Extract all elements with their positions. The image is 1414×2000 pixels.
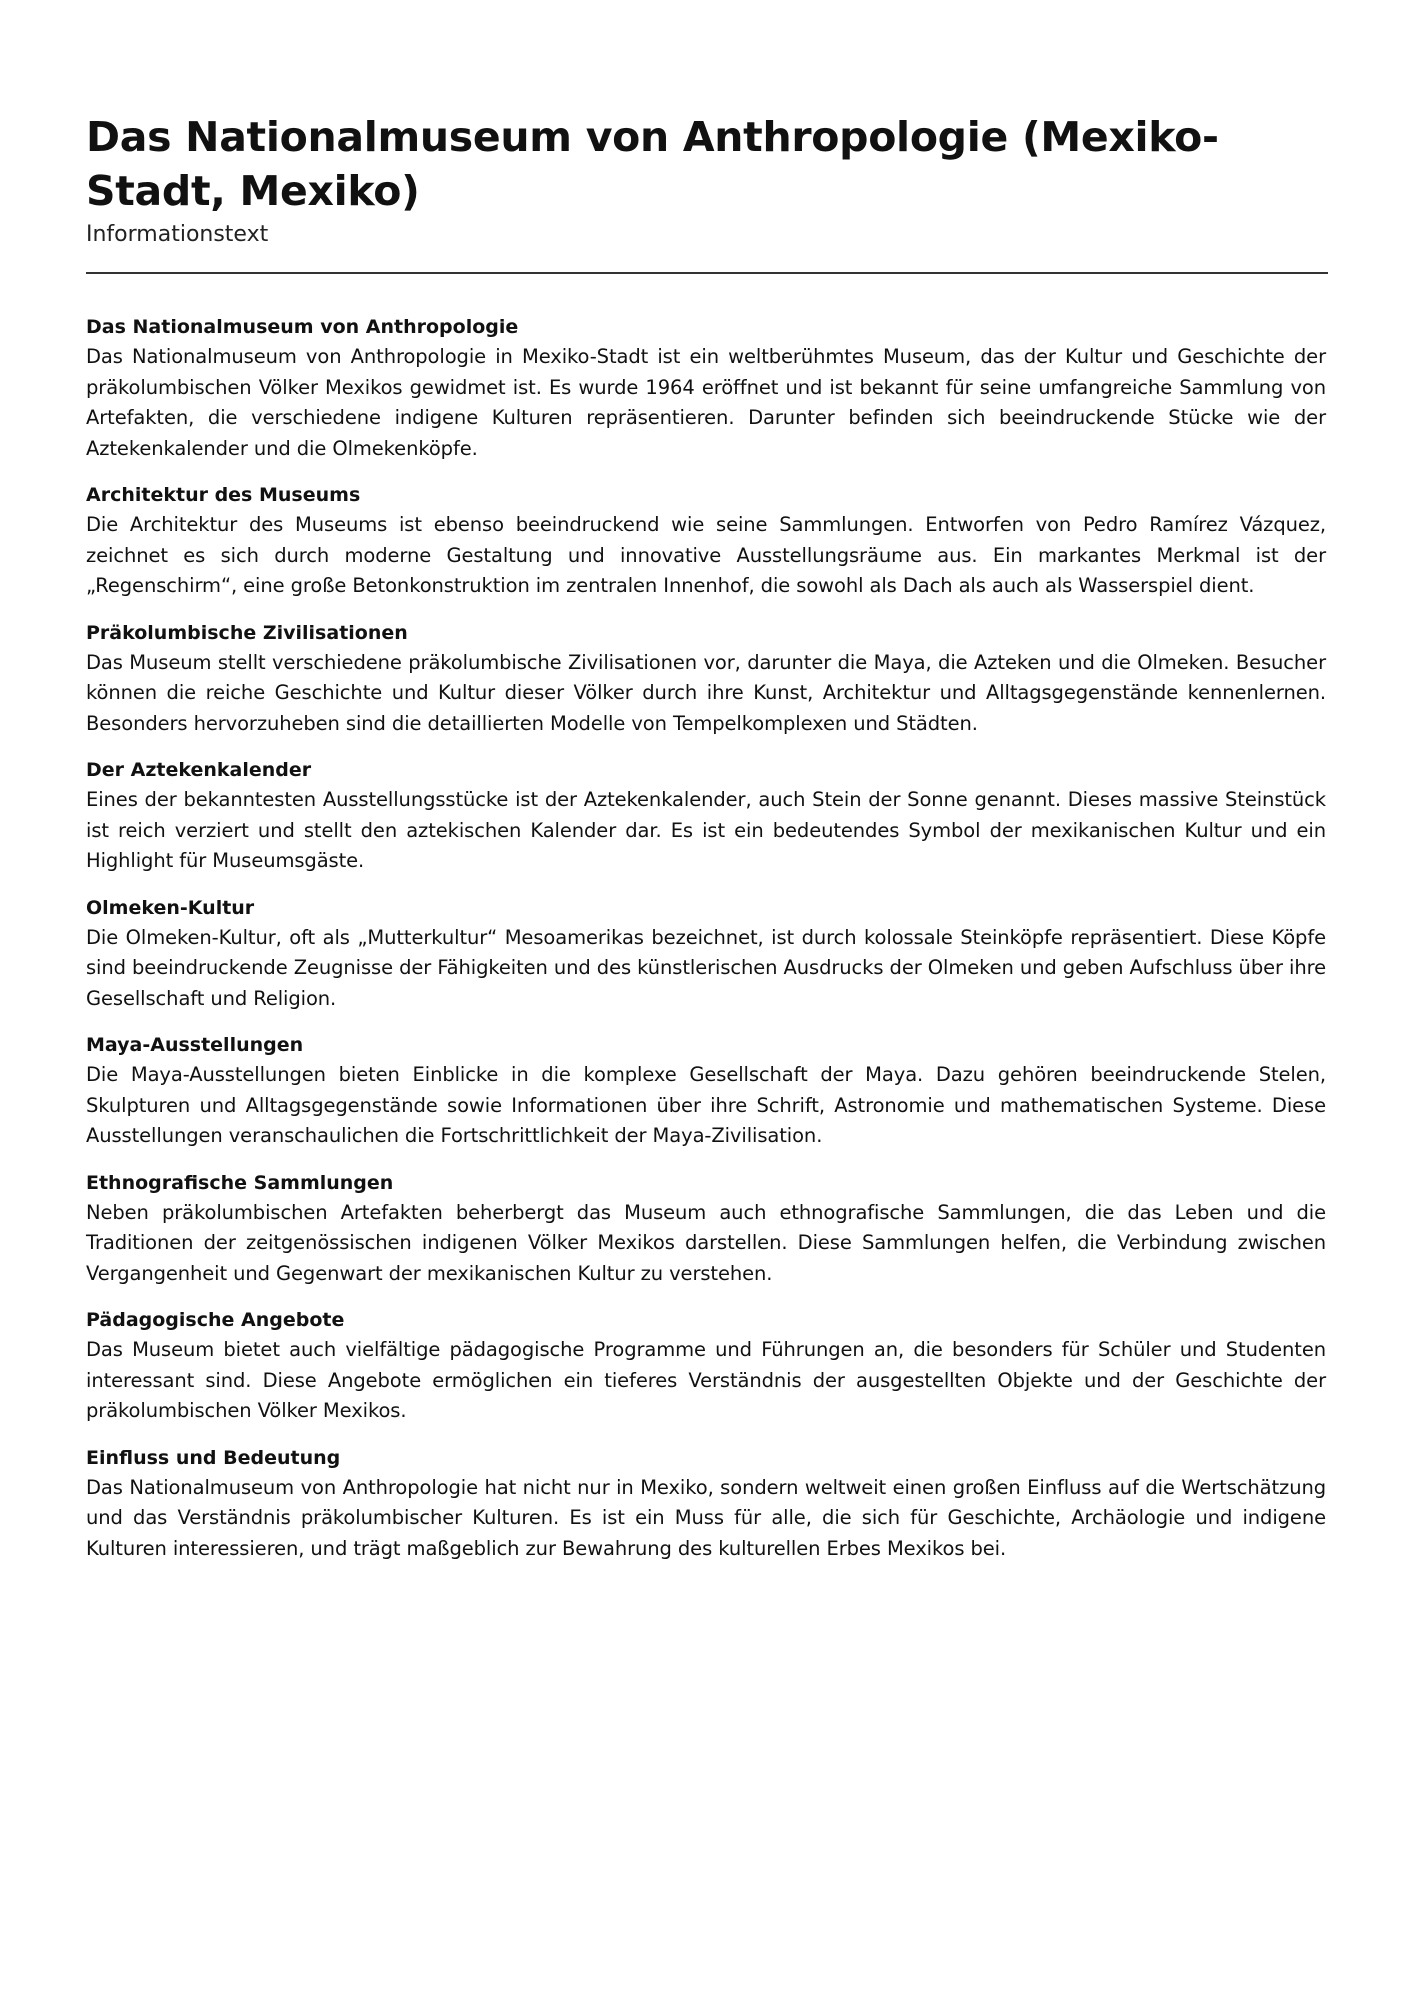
- document-content: [86, 312, 1326, 1564]
- section-body: Das Nationalmuseum von Anthropologie in Mexiko-Stadt ist ein weltberühmtes Museum, das der Kultur und Geschichte der präkolumbischen Völker Mexikos gewidmet ist. Es wurde 1964 eröffnet und ist bekannt für seine umfangreiche Sammlung von Artefakten, die verschiedene indigene Kulturen repräsentieren. Darunter befinden sich beeindruckende Stücke wie der Aztekenkalender und die Olmekenköpfe.: [86, 345, 1326, 460]
- section-aztec-calendar: [86, 755, 1326, 877]
- section-heading: Einfluss und Bedeutung: [86, 1446, 341, 1469]
- section-body: Die Architektur des Museums ist ebenso beeindruckend wie seine Sammlungen. Entworfen von Pedro Ramírez Vázquez, zeichnet es sich durch moderne Gestaltung und innovative Ausstellungsräume aus. Ein markantes Merkmal ist der „Regenschirm“, eine große Betonkonstruktion im zentralen Innenhof, die sowohl als Dach als auch als Wasserspiel dient.: [86, 513, 1326, 597]
- section-body: Das Museum bietet auch vielfältige pädagogische Programme und Führungen an, die besonders für Schüler und Studenten interessant sind. Diese Angebote ermöglichen ein tieferes Verständnis der ausgestellten Objekte und der Geschichte der präkolumbischen Völker Mexikos.: [86, 1338, 1326, 1422]
- section-olmec: [86, 893, 1326, 1015]
- section-body: Die Maya-Ausstellungen bieten Einblicke in die komplexe Gesellschaft der Maya. Dazu gehören beeindruckende Stelen, Skulpturen und Alltagsgegenstände sowie Informationen über ihre Schrift, Astronomie und mathematischen Systeme. Diese Ausstellungen veranschaulichen die Fortschrittlichkeit der Maya-Zivilisation.: [86, 1063, 1326, 1147]
- section-ethnographic: [86, 1168, 1326, 1290]
- section-precolumbian: [86, 618, 1326, 740]
- section-maya: [86, 1030, 1326, 1152]
- document-page: [86, 110, 1326, 1580]
- document-title: Das Nationalmuseum von Anthropologie (Mexiko-Stadt, Mexiko): [86, 113, 1219, 215]
- section-architecture: [86, 480, 1326, 602]
- section-body: Die Olmeken-Kultur, oft als „Mutterkultur“ Mesoamerikas bezeichnet, ist durch kolossale Steinköpfe repräsentiert. Diese Köpfe sind beeindruckende Zeugnisse der Fähigkeiten und des künstlerischen Ausdrucks der Olmeken und geben Aufschluss über ihre Gesellschaft und Religion.: [86, 925, 1326, 1010]
- title-divider: [86, 272, 1328, 274]
- section-body: Das Museum stellt verschiedene präkolumbische Zivilisationen vor, darunter die Maya, die Azteken und die Olmeken. Besucher können die reiche Geschichte und Kultur dieser Völker durch ihre Kunst, Architektur und Alltagsgegenstände kennenlernen. Besonders hervorzuheben sind die detaillierten Modelle von Tempelkomplexen und Städten.: [86, 650, 1326, 735]
- section-body: Das Nationalmuseum von Anthropologie hat nicht nur in Mexiko, sondern weltweit einen großen Einfluss auf die Wertschätzung und das Verständnis präkolumbischer Kulturen. Es ist ein Muss für alle, die sich für Geschichte, Archäologie und indigene Kulturen interessieren, und trägt maßgeblich zur Bewahrung des kulturellen Erbes Mexikos bei.: [86, 1475, 1326, 1560]
- document-subtitle: Informationstext: [86, 222, 269, 247]
- section-education: [86, 1305, 1326, 1427]
- section-influence: [86, 1443, 1326, 1565]
- section-intro: [86, 312, 1326, 464]
- section-body: Neben präkolumbischen Artefakten beherbergt das Museum auch ethnografische Sammlungen, die das Leben und die Traditionen der zeitgenössischen indigenen Völker Mexikos darstellen. Diese Sammlungen helfen, die Verbindung zwischen Vergangenheit und Gegenwart der mexikanischen Kultur zu verstehen.: [86, 1200, 1326, 1285]
- section-heading: Olmeken-Kultur: [86, 896, 255, 919]
- section-heading: Der Aztekenkalender: [86, 759, 312, 781]
- section-body: Eines der bekanntesten Ausstellungsstücke ist der Aztekenkalender, auch Stein der Sonne genannt. Dieses massive Steinstück ist reich verziert und stellt den aztekischen Kalender dar. Es ist ein bedeutendes Symbol der mexikanischen Kultur und ein Highlight für Museumsgäste.: [86, 788, 1326, 872]
- section-heading: Maya-Ausstellungen: [86, 1034, 304, 1056]
- section-heading: Präkolumbische Zivilisationen: [86, 621, 408, 644]
- section-heading: Architektur des Museums: [86, 484, 361, 506]
- section-heading: Ethnografische Sammlungen: [86, 1171, 394, 1194]
- section-heading: Pädagogische Angebote: [86, 1309, 345, 1331]
- section-heading: Das Nationalmuseum von Anthropologie: [86, 316, 519, 338]
